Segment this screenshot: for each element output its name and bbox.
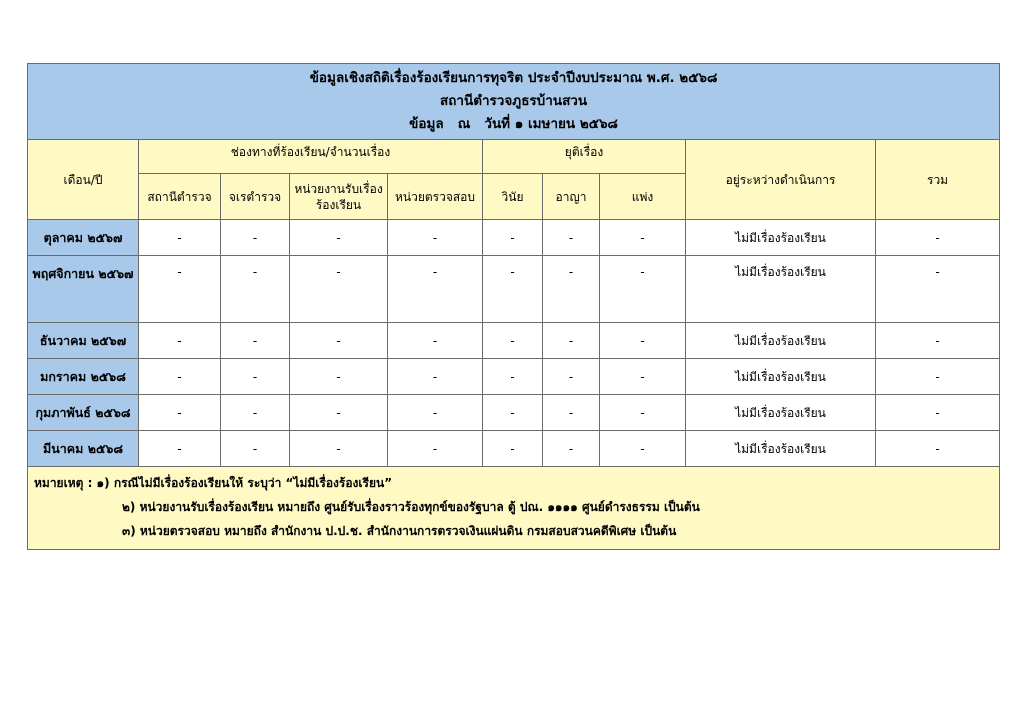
note-line-3: ๓) หน่วยตรวจสอบ หมายถึง สำนักงาน ป.ป.ช. สำนักงานการตรวจเงินแผ่นดิน กรมสอบสวนคดีพิเศษ เป็นต้น [122,524,677,538]
row-cell: - [543,323,600,359]
header-month: เดือน/ปี [28,140,139,220]
row-month: พฤศจิกายน ๒๕๖๗ [28,256,139,323]
row-total: - [876,431,1000,467]
row-cell: - [139,323,221,359]
row-month: ตุลาคม ๒๕๖๗ [28,220,139,256]
header-channel-audit-agency: หน่วยตรวจสอบ [388,174,483,220]
row-cell: - [139,431,221,467]
header-closed-civil: แพ่ง [600,174,686,220]
header-closed-group: ยุติเรื่อง [483,140,686,174]
header-in-progress: อยู่ระหว่างดำเนินการ [686,140,876,220]
row-cell: - [139,359,221,395]
row-cell: - [388,220,483,256]
row-cell: - [139,256,221,323]
row-cell: - [221,220,290,256]
row-cell: - [600,431,686,467]
row-cell: - [483,359,543,395]
row-cell: - [290,431,388,467]
row-cell: - [483,220,543,256]
row-in-progress: ไม่มีเรื่องร้องเรียน [686,359,876,395]
table-title [28,64,1000,140]
row-cell: - [221,256,290,323]
header-closed-criminal: อาญา [543,174,600,220]
table-row [28,359,1000,395]
row-cell: - [600,359,686,395]
row-month: มีนาคม ๒๕๖๘ [28,431,139,467]
row-in-progress: ไม่มีเรื่องร้องเรียน [686,395,876,431]
row-cell: - [543,256,600,323]
row-cell: - [388,323,483,359]
title-line-1: ข้อมูลเชิงสถิติเรื่องร้องเรียนการทุจริต ประจำปีงบประมาณ พ.ศ. ๒๕๖๘ [309,70,718,86]
table-row [28,395,1000,431]
row-cell: - [290,395,388,431]
row-cell: - [221,431,290,467]
row-cell: - [290,220,388,256]
row-cell: - [543,431,600,467]
notes-row [28,467,1000,550]
row-cell: - [290,256,388,323]
row-month: มกราคม ๒๕๖๘ [28,359,139,395]
row-cell: - [483,256,543,323]
row-in-progress: ไม่มีเรื่องร้องเรียน [686,220,876,256]
row-cell: - [388,359,483,395]
header-channel-police-inspector: จเรตำรวจ [221,174,290,220]
row-cell: - [483,323,543,359]
row-cell: - [543,220,600,256]
row-cell: - [388,431,483,467]
row-cell: - [543,359,600,395]
row-cell: - [290,323,388,359]
table-row [28,256,1000,323]
title-row [28,64,1000,140]
row-cell: - [139,220,221,256]
row-cell: - [483,395,543,431]
row-cell: - [388,395,483,431]
row-in-progress: ไม่มีเรื่องร้องเรียน [686,431,876,467]
row-total: - [876,359,1000,395]
row-in-progress: ไม่มีเรื่องร้องเรียน [686,323,876,359]
note-line-2: ๒) หน่วยงานรับเรื่องร้องเรียน หมายถึง ศูนย์รับเรื่องราวร้องทุกข์ของรัฐบาล ตู้ ปณ. ๑๑๑๑ ศูนย์ดำรงธรรม เป็นต้น [122,500,700,514]
header-channel-complaint-agency: หน่วยงานรับเรื่องร้องเรียน [290,174,388,220]
header-row-1 [28,140,1000,174]
row-cell: - [221,395,290,431]
row-cell: - [388,256,483,323]
row-month: กุมภาพันธ์ ๒๕๖๘ [28,395,139,431]
table-row [28,220,1000,256]
row-total: - [876,395,1000,431]
table-row [28,323,1000,359]
row-month: ธันวาคม ๒๕๖๗ [28,323,139,359]
notes [28,467,1000,550]
table-row [28,431,1000,467]
row-cell: - [600,323,686,359]
title-line-2: สถานีตำรวจภูธรบ้านสวน [439,93,588,109]
header-channel-police-station: สถานีตำรวจ [139,174,221,220]
row-cell: - [139,395,221,431]
row-cell: - [600,395,686,431]
header-channels-group: ช่องทางที่ร้องเรียน/จำนวนเรื่อง [139,140,483,174]
row-cell: - [543,395,600,431]
row-in-progress: ไม่มีเรื่องร้องเรียน [686,256,876,323]
row-cell: - [221,323,290,359]
row-cell: - [290,359,388,395]
complaint-statistics-sheet [27,63,999,550]
row-total: - [876,220,1000,256]
row-cell: - [600,256,686,323]
row-cell: - [600,220,686,256]
note-line-1: หมายเหตุ : ๑) กรณีไม่มีเรื่องร้องเรียนให้ ระบุว่า “ไม่มีเรื่องร้องเรียน” [34,476,393,490]
title-line-3: ข้อมูล ณ วันที่ ๑ เมษายน ๒๕๖๘ [409,116,618,132]
row-cell: - [483,431,543,467]
row-cell: - [221,359,290,395]
complaint-statistics-table [27,63,1000,550]
row-total: - [876,323,1000,359]
header-closed-discipline: วินัย [483,174,543,220]
header-total: รวม [876,140,1000,220]
row-total: - [876,256,1000,323]
